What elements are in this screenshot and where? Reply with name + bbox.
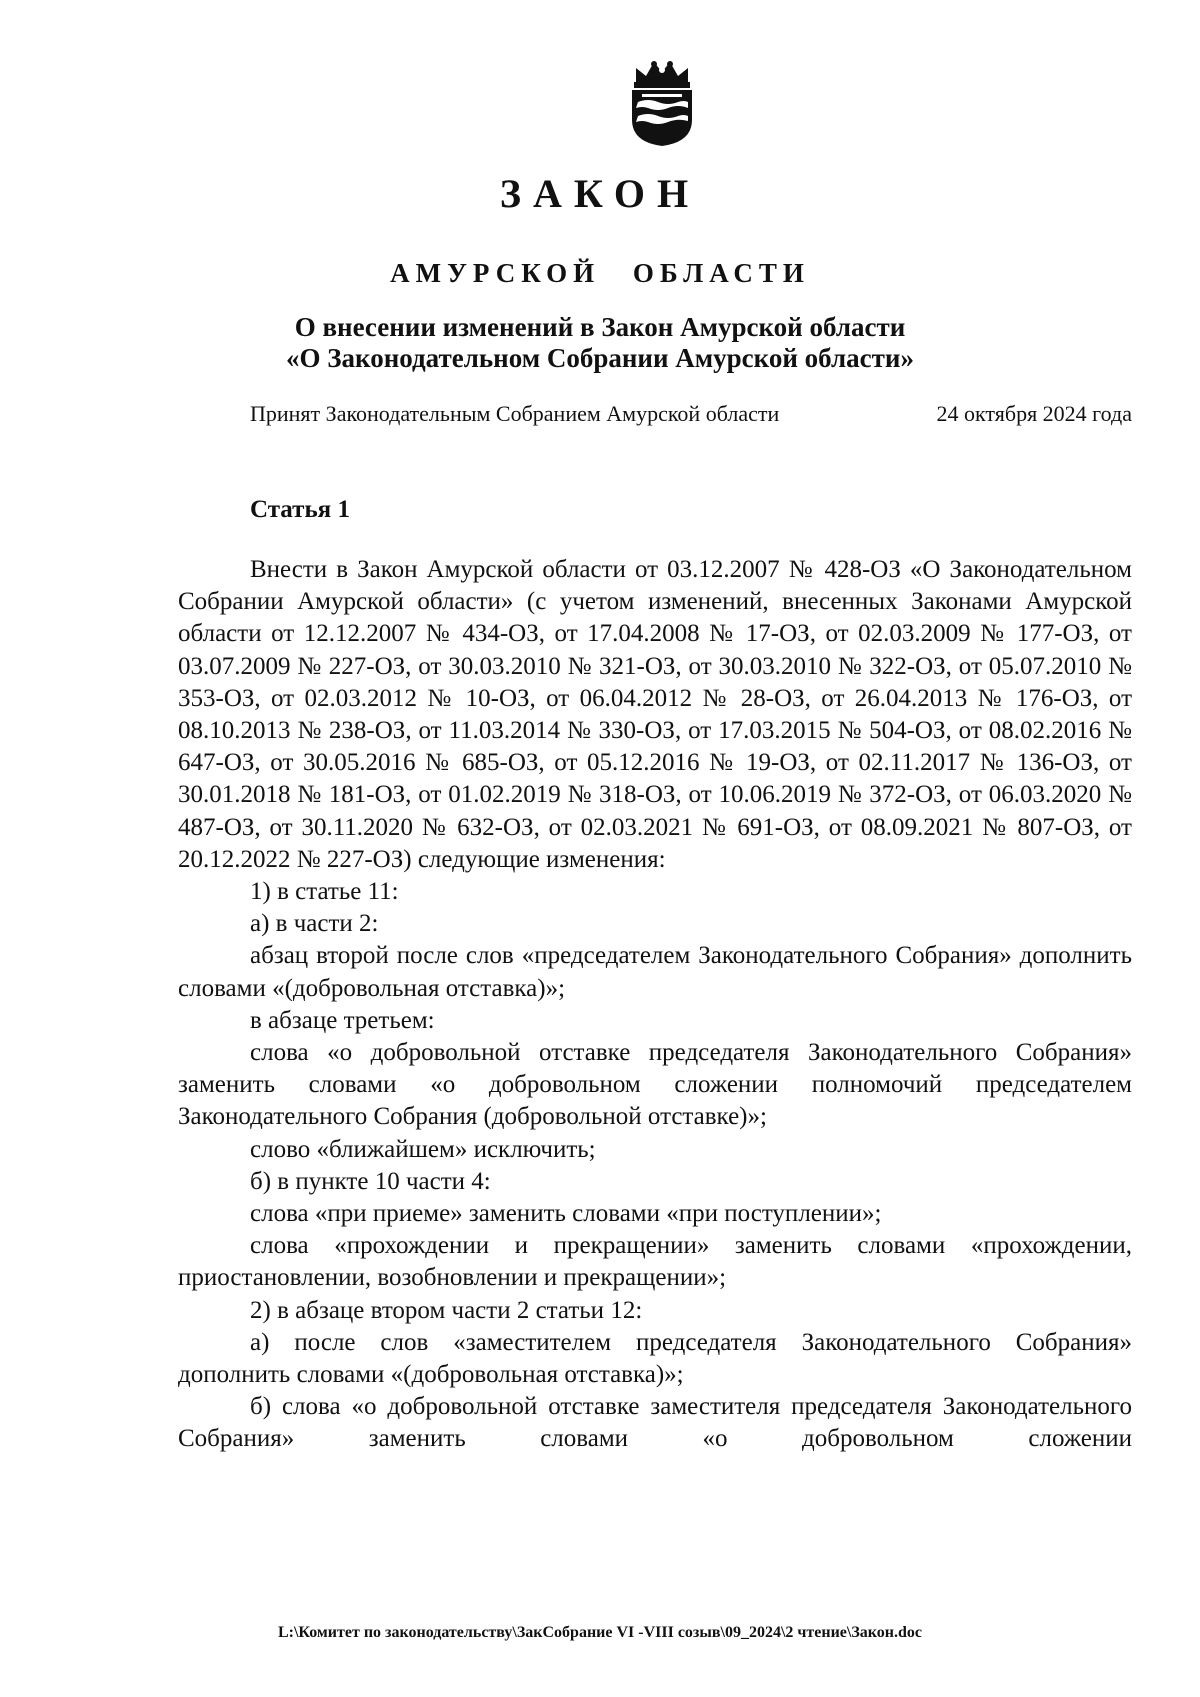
article-paragraph: слово «ближайшем» исключить; — [250, 1135, 596, 1163]
document-title: ЗАКОН — [499, 171, 701, 216]
law-subject-line-2: «О Законодательном Собрании Амурской области» — [286, 343, 914, 373]
article-title: Статья 1 — [250, 496, 350, 523]
article-paragraph: а) после слов «заместителем председателя Законодательного Собрания» дополнить словами «(добровольная отставка)»; — [178, 1328, 1132, 1389]
article-paragraph: Внести в Закон Амурской области от 03.12.2007 № 428-ОЗ «О Законодательном Собрании Амурской области» (с учетом изменений, внесенных Законами Амурской области от 12.12.2007 № 434-ОЗ, от 17.04.2008 № 17-ОЗ, от 02.03.2009 № 177-ОЗ, от 03.07.2009 № 227-ОЗ, от 30.03.2010 № 321-ОЗ, от 30.03.2010 № 322-ОЗ, от 05.07.2010 № 353-ОЗ, от 02.03.2012 № 10-ОЗ, от 06.04.2012 № 28-ОЗ, от 26.04.2013 № 176-ОЗ, от 08.10.2013 № 238-ОЗ, от 11.03.2014 № 330-ОЗ, от 17.03.2015 № 504-ОЗ, от 08.02.2016 № 647-ОЗ, от 30.05.2016 № 685-ОЗ, от 05.12.2016 № 19-ОЗ, от 02.11.2017 № 136-ОЗ, от 30.01.2018 № 181-ОЗ, от 01.02.2019 № 318-ОЗ, от 10.06.2019 № 372-ОЗ, от 06.03.2020 № 487-ОЗ, от 30.11.2020 № 632-ОЗ, от 02.03.2021 № 691-ОЗ, от 08.09.2021 № 807-ОЗ, от 20.12.2022 № 227-ОЗ) следующие изменения: — [178, 556, 1132, 873]
law-subject — [0, 312, 1200, 374]
adoption-date: 24 октября 2024 года — [936, 401, 1132, 426]
law-subject-line-1: О внесении изменений в Закон Амурской области — [294, 312, 906, 342]
article-paragraph: 2) в абзаце втором части 2 статьи 12: — [250, 1296, 643, 1324]
region-title: АМУРСКОЙ ОБЛАСТИ — [390, 258, 810, 288]
article-paragraph: слова «при приеме» заменить словами «при поступлении»; — [250, 1200, 882, 1228]
article-paragraph: б) в пункте 10 части 4: — [250, 1167, 491, 1195]
file-path-footer: L:\Комитет по законодательству\ЗакСобрание VI -VIII созыв\09_2024\2 чтение\Закон.doc — [277, 1624, 923, 1641]
article-paragraph: б) слова «о добровольной отставке заместителя председателя Законодательного Собрания» заменить словами «о добровольном сложении — [178, 1393, 1132, 1453]
article-paragraph: слова «прохождении и прекращении» заменить словами «прохождении, приостановлении, возобновлении и прекращении»; — [178, 1232, 1132, 1292]
article-paragraph: а) в части 2: — [250, 910, 379, 938]
article-paragraph: в абзаце третьем: — [250, 1006, 435, 1034]
article-paragraph: абзац второй после слов «председателем Законодательного Собрания» дополнить словами «(добровольная отставка)»; — [178, 942, 1132, 1002]
adopted-by: Принят Законодательным Собранием Амурской области — [250, 401, 780, 426]
coat-of-arms-emblem-icon — [622, 58, 702, 148]
article-body — [178, 554, 1132, 1456]
article-paragraph: слова «о добровольной отставке председателя Законодательного Собрания» заменить словами «о добровольном сложении полномочий председателем Законодательного Собрания (добровольной отставке)»; — [178, 1039, 1132, 1131]
article-paragraph: 1) в статье 11: — [250, 878, 399, 906]
